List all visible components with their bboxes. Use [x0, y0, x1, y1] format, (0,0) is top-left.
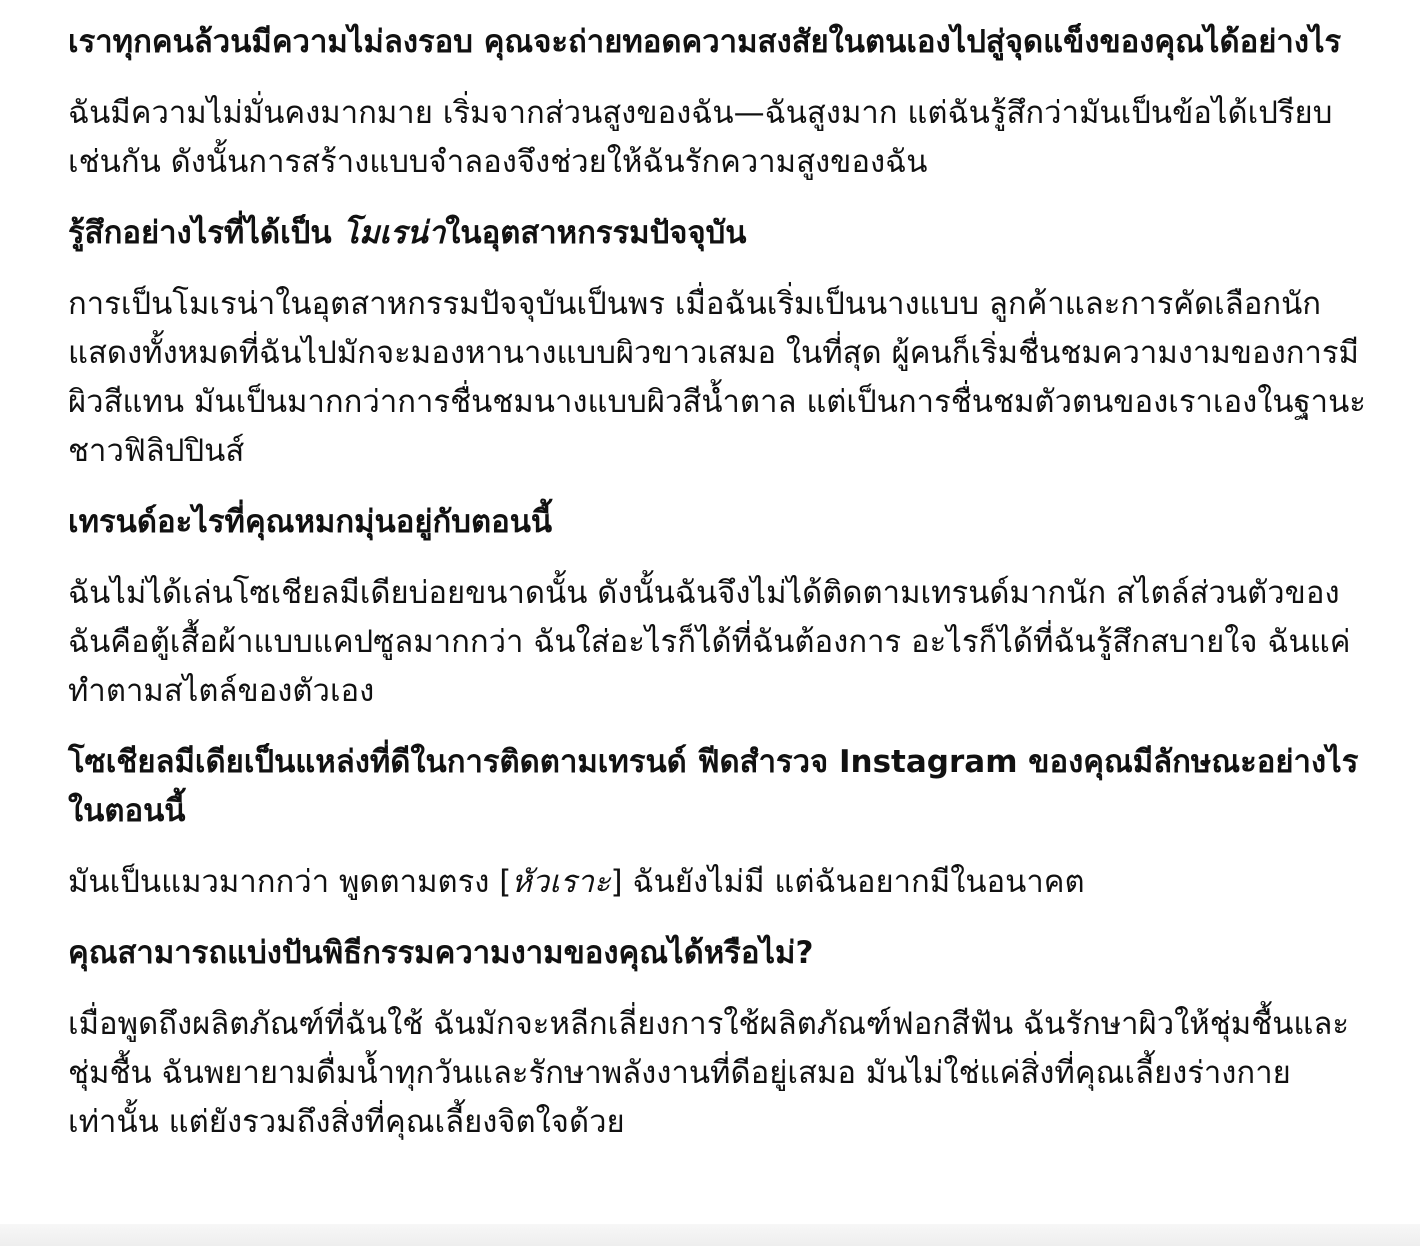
answer-text: มันเป็นแมวมากกว่า พูดตามตรง [: [68, 864, 512, 900]
interview-answer: [68, 858, 1368, 907]
interview-answer: ฉันมีความไม่มั่นคงมากมาย เริ่มจากส่วนสูงของฉัน—ฉันสูงมาก แต่ฉันรู้สึกว่ามันเป็นข้อได้เปรียบเช่นกัน ดังนั้นการสร้างแบบจำลองจึงช่วยให้ฉันรักความสูงของฉัน: [68, 95, 1333, 180]
interview-answer: ฉันไม่ได้เล่นโซเชียลมีเดียบ่อยขนาดนั้น ดังนั้นฉันจึงไม่ได้ติดตามเทรนด์มากนัก สไตล์ส่วนตัวของฉันคือตู้เสื้อผ้าแบบแคปซูลมากกว่า ฉันใส่อะไรก็ได้ที่ฉันต้องการ อะไรก็ได้ที่ฉันรู้สึกสบายใจ ฉันแค่ทำตามสไตล์ของตัวเอง: [68, 575, 1351, 709]
interview-question: [68, 209, 1368, 258]
answer-text: ] ฉันยังไม่มี แต่ฉันอยากมีในอนาคต: [610, 864, 1085, 900]
interview-question: คุณสามารถแบ่งปันพิธีกรรมความงามของคุณได้หรือไม่?: [68, 935, 814, 971]
question-text: ในอุตสาหกรรมปัจจุบัน: [445, 215, 747, 251]
interview-question: เราทุกคนล้วนมีความไม่ลงรอบ คุณจะถ่ายทอดความสงสัยในตนเองไปสู่จุดแข็งของคุณได้อย่างไร: [68, 24, 1342, 60]
interview-answer: เมื่อพูดถึงผลิตภัณฑ์ที่ฉันใช้ ฉันมักจะหลีกเลี่ยงการใช้ผลิตภัณฑ์ฟอกสีฟัน ฉันรักษาผิวให้ชุ่มชื้นและชุ่มชื้น ฉันพยายามดื่มน้ำทุกวันและรักษาพลังงานที่ดีอยู่เสมอ มันไม่ใช่แค่สิ่งที่คุณเลี้ยงร่างกายเท่านั้น แต่ยังรวมถึงสิ่งที่คุณเลี้ยงจิตใจด้วย: [68, 1006, 1350, 1140]
interview-answer: การเป็นโมเรน่าในอุตสาหกรรมปัจจุบันเป็นพร เมื่อฉันเริ่มเป็นนางแบบ ลูกค้าและการคัดเลือกนักแสดงทั้งหมดที่ฉันไปมักจะมองหานางแบบผิวขาวเสมอ ในที่สุด ผู้คนก็เริ่มชื่นชมความงามของการมีผิวสีแทน มันเป็นมากกว่าการชื่นชมนางแบบผิวสีน้ำตาล แต่เป็นการชื่นชมตัวตนของเราเองในฐานะชาวฟิลิปปินส์: [68, 286, 1366, 469]
interview-question: เทรนด์อะไรที่คุณหมกมุ่นอยู่กับตอนนี้: [68, 504, 553, 540]
article-body: [68, 18, 1368, 1169]
answer-emphasis: หัวเราะ: [511, 864, 611, 900]
interview-question: โซเชียลมีเดียเป็นแหล่งที่ดีในการติดตามเทรนด์ ฟีดสำรวจ Instagram ของคุณมีลักษณะอย่างไรในตอนนี้: [68, 744, 1359, 829]
question-text: รู้สึกอย่างไรที่ได้เป็น: [68, 215, 343, 251]
question-emphasis: โมเรน่า: [342, 215, 446, 251]
bottom-bar: [0, 1224, 1420, 1246]
